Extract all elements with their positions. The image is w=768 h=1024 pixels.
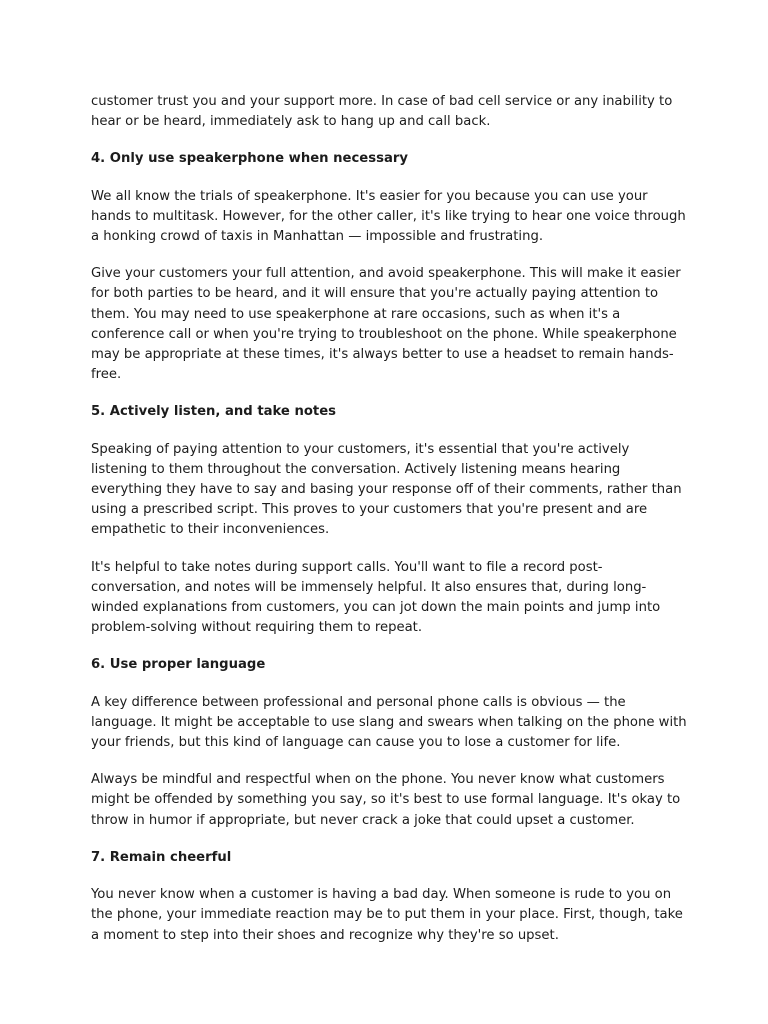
heading-actively-listen: 5. Actively listen, and take notes	[91, 404, 337, 420]
article-body	[91, 92, 687, 963]
paragraph-intro-continuation: customer trust you and your support more. In case of bad cell service or any inability to hear or be heard, immediately ask to hang up and call back.	[91, 94, 673, 130]
paragraph-active-listening: Speaking of paying attention to your customers, it's essential that you're actively listening to them throughout the conversation. Actively listening means hearing everything they have to say and basing your response off of their comments, rather than using a prescribed script. This proves to your customers that you're present and are empathetic to their inconveniences.	[91, 441, 682, 538]
heading-remain-cheerful: 7. Remain cheerful	[91, 849, 232, 865]
paragraph-speakerphone-attention: Give your customers your full attention, and avoid speakerphone. This will make it easier for both parties to be heard, and it will ensure that you're actually paying attention to them. You may need to use speakerphone at rare occasions, such as when it's a conference call or when you're trying to troubleshoot on the phone. While speakerphone may be appropriate at these times, it's always better to use a headset to remain hands-free.	[91, 266, 681, 383]
paragraph-speakerphone-trials: We all know the trials of speakerphone. It's easier for you because you can use your hands to multitask. However, for the other caller, it's like trying to hear one voice through a honking crowd of taxis in Manhattan — impossible and frustrating.	[91, 188, 686, 245]
heading-speakerphone: 4. Only use speakerphone when necessary	[91, 151, 408, 167]
paragraph-be-mindful: Always be mindful and respectful when on the phone. You never know what customers might be offended by something you say, so it's best to use formal language. It's okay to throw in humor if appropriate, but never crack a joke that could upset a customer.	[91, 772, 681, 828]
heading-proper-language: 6. Use proper language	[91, 657, 266, 673]
paragraph-language-difference: A key difference between professional and personal phone calls is obvious — the language. It might be acceptable to use slang and swears when talking on the phone with your friends, but this kind of language can cause you to lose a customer for life.	[91, 694, 687, 751]
paragraph-bad-day: You never know when a customer is having a bad day. When someone is rude to you on the phone, your immediate reaction may be to put them in your place. First, though, take a moment to step into their shoes and recognize why they're so upset.	[91, 887, 683, 943]
paragraph-take-notes: It's helpful to take notes during support calls. You'll want to file a record post-conversation, and notes will be immensely helpful. It also ensures that, during long-winded explanations from customers, you can jot down the main points and jump into problem-solving without requiring them to repeat.	[91, 559, 661, 636]
